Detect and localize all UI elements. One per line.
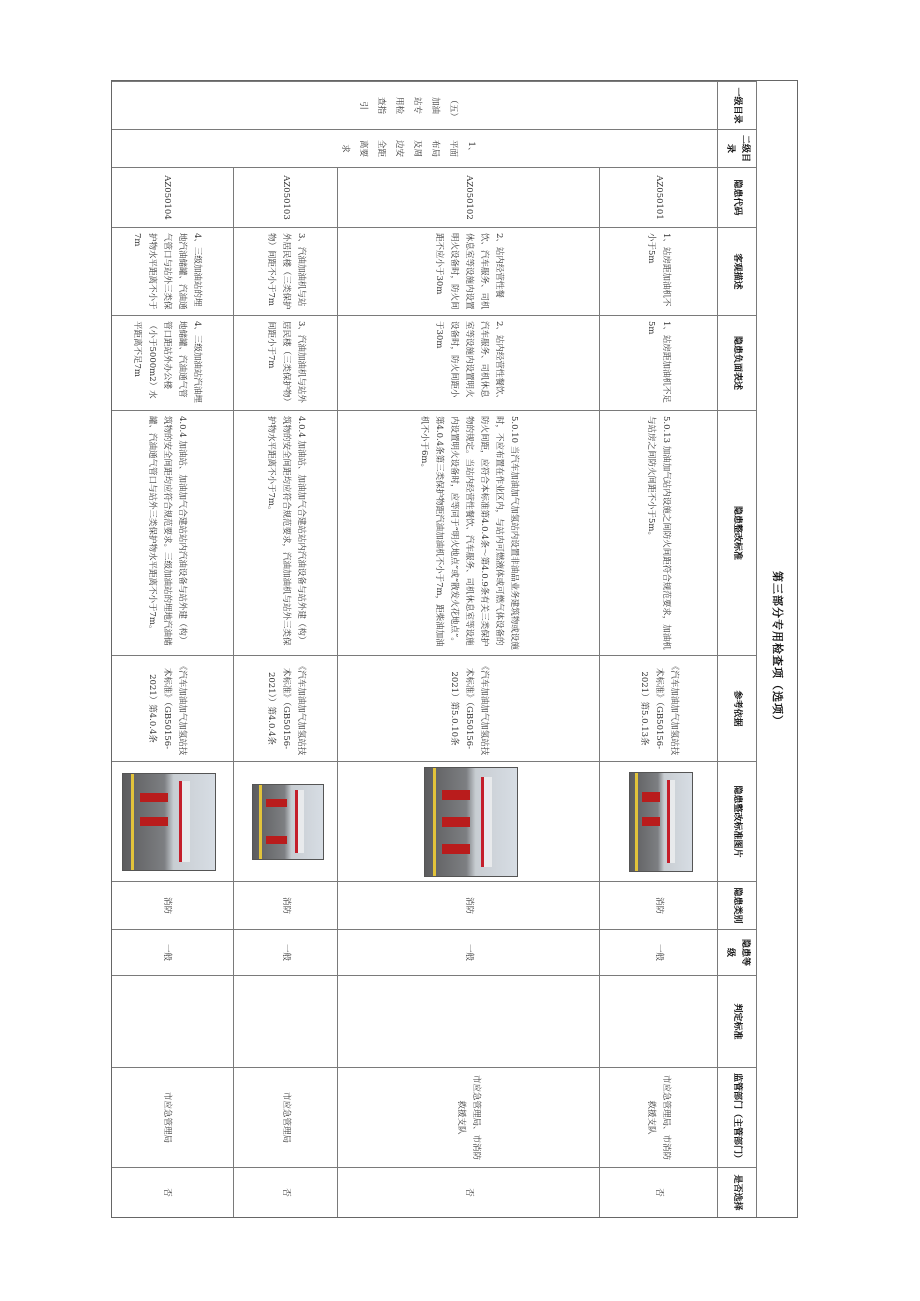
- header-cell: 隐患整改标准: [718, 411, 757, 656]
- header-cell: 客观描述: [718, 228, 757, 316]
- page-frame: [111, 80, 798, 1218]
- hazard-level: 一般: [111, 930, 234, 976]
- selected-flag[interactable]: 否: [234, 1168, 338, 1218]
- judgement-standard: [111, 976, 234, 1068]
- header-cell: 隐患整改标准图片: [718, 762, 757, 882]
- negative-description: 3、汽油加油机与站外居民楼（三类保护物）间距小于7m: [234, 316, 338, 411]
- rectification-standard: 4.0.4 加油站、加油加气合建站站内汽油设备与站外建（构）筑物的安全间距均应符合规范要求，汽油加油机与站外三类保护物水平距离不小于7m。: [234, 411, 338, 656]
- objective-description: 1、站房距加油机不小于5m: [600, 228, 718, 316]
- selected-flag[interactable]: 否: [111, 1168, 234, 1218]
- selected-flag[interactable]: 否: [338, 1168, 600, 1218]
- standard-photo: [123, 773, 217, 871]
- category-level2: 1、平面布局及周边安全距离要求: [340, 139, 477, 157]
- judgement-standard: [234, 976, 338, 1068]
- negative-description: 2、站内经营性餐饮、汽车服务、司机休息室等设施内设置明火设备时，防火间距小于30m: [338, 316, 600, 411]
- negative-description: 4、三级加油站汽油埋地储罐、汽油通气管管口距站外办公楼（小于5000m2）水平距离不足7m: [111, 316, 234, 411]
- rectification-standard: 5.0.13 加油加气站内设施之间防火间距符合规范要求，加油机与站房之间防火间距不小于5m。: [600, 411, 718, 656]
- standard-photo: [630, 772, 694, 872]
- rectification-standard: 5.0.10 当汽车加油加气加氢站内设置非油品业务建筑物或设施时，不应布置在作业区内，与站内可燃液体或可燃气体设备的防火间距，应符合本标准第4.0.4条～第4.0.9条有关三类保护物的规定。当站内经营性餐饮、汽车服务、司机休息室等设施内设置明火设备时，应等同于“明火地点”或“散发火花地点”。第4.0.4条第三类保护物距汽油加油机不小于7m，距柴油加油机不小于6m。: [338, 411, 600, 656]
- standard-photo-cell: [338, 762, 600, 882]
- header-cell: 是否选择: [718, 1168, 757, 1218]
- standard-photo-cell: [234, 762, 338, 882]
- judgement-standard: [338, 976, 600, 1068]
- hazard-category: 消防: [338, 882, 600, 930]
- reference-basis: 《汽车加油加气加氢站技术标准》（GB50156-2021））第4.0.4条: [234, 656, 338, 762]
- selected-flag[interactable]: 否: [600, 1168, 718, 1218]
- header-row: [718, 82, 757, 1218]
- supervising-department: 市应急管理局: [234, 1068, 338, 1168]
- header-cell: 隐患等级: [718, 930, 757, 976]
- rectification-standard: 4.0.4 加油站、加油加气合建站站内汽油设备与站外建（构）筑物的安全间距均应符合规范要求。三级加油站的埋地汽油储罐、汽油通气管口与站外三类保护物水平距离不小于7m。: [111, 411, 234, 656]
- hazard-code: AZ050103: [234, 168, 338, 228]
- standard-photo: [253, 784, 325, 860]
- hazard-level: 一般: [338, 930, 600, 976]
- table-row: [338, 82, 600, 1218]
- reference-basis: 《汽车加油加气加氢站技术标准》（GB50156-2021）第4.0.4条: [111, 656, 234, 762]
- header-cell: 判定标准: [718, 976, 757, 1068]
- rotated-table-area: [112, 81, 797, 1217]
- hazard-level: 一般: [234, 930, 338, 976]
- hazard-code: AZ050104: [111, 168, 234, 228]
- hazard-level: 一般: [600, 930, 718, 976]
- inspection-table: [111, 81, 757, 1218]
- category-level1: （五）加油站专用检查指引: [358, 95, 459, 122]
- supervising-department: 市应急管理局、市消防救援支队: [600, 1068, 718, 1168]
- category-level1-cell: [111, 82, 718, 130]
- objective-description: 2、站内经营性餐饮、汽车服务、司机休息室等设施内设置明火设备时，防火间距不应小于30m: [338, 228, 600, 316]
- hazard-code: AZ050102: [338, 168, 600, 228]
- category-level2-cell: [111, 130, 718, 168]
- hazard-code: AZ050101: [600, 168, 718, 228]
- header-cell: 一级目录: [718, 82, 757, 130]
- table-row: [600, 82, 718, 1218]
- standard-photo-cell: [111, 762, 234, 882]
- hazard-category: 消防: [111, 882, 234, 930]
- table-row: [111, 82, 234, 1218]
- header-cell: 参考依据: [718, 656, 757, 762]
- objective-description: 3、汽油加油机与站外居民楼（三类保护物）间距不小于7m: [234, 228, 338, 316]
- header-cell: 监管部门（主管部门）: [718, 1068, 757, 1168]
- hazard-category: 消防: [234, 882, 338, 930]
- reference-basis: 《汽车加油加气加氢站技术标准》（GB50156-2021）第5.0.10条: [338, 656, 600, 762]
- negative-description: 1、站房距加油机不足5m: [600, 316, 718, 411]
- judgement-standard: [600, 976, 718, 1068]
- section-title: 第三部分专用检查项（选项）: [771, 571, 784, 727]
- header-cell: 隐患负面表述: [718, 316, 757, 411]
- objective-description: 4、三级加油站的埋地汽油储罐、汽油通气管口与站外三类保护物水平距离不小于7m: [111, 228, 234, 316]
- header-cell: 隐患代码: [718, 168, 757, 228]
- supervising-department: 市应急管理局、市消防救援支队: [338, 1068, 600, 1168]
- hazard-category: 消防: [600, 882, 718, 930]
- header-cell: 隐患类别: [718, 882, 757, 930]
- supervising-department: 市应急管理局: [111, 1068, 234, 1168]
- table-row: [234, 82, 338, 1218]
- standard-photo-cell: [600, 762, 718, 882]
- standard-photo: [425, 767, 519, 877]
- reference-basis: 《汽车加油加气加氢站技术标准》（GB50156-2021）第5.0.13条: [600, 656, 718, 762]
- header-cell: 二级目录: [718, 130, 757, 168]
